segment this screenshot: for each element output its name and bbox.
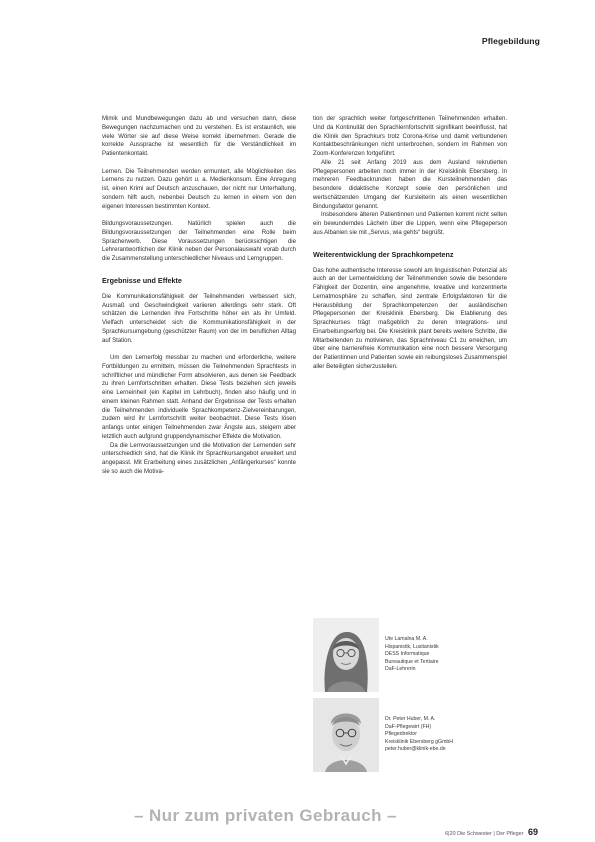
author-name: Dr. Peter Huber, M. A. xyxy=(385,716,436,722)
author-detail: DaF-Lehrerin xyxy=(385,666,416,673)
author-entry xyxy=(313,618,507,698)
body-paragraph: Da die Lernvoraussetzungen und die Motivation der Lernenden sehr unterschiedlich sind, hat die Klinik ihr Sprachkursangebot erweitert und angepasst. Mit Erarbeitung eines zusätzlichen „Anfängerkurses“ konnte sie so auch die Motiva- xyxy=(102,442,296,475)
section-label: Pflegebildung xyxy=(481,36,540,46)
right-column xyxy=(313,115,507,380)
watermark: – Nur zum privaten Gebrauch – xyxy=(134,806,397,825)
author-entry xyxy=(313,698,507,778)
body-paragraph: Das hohe authentische Interesse sowohl am linguistischen Potenzial als auch an der Lernentwicklung der Teilnehmenden sowie die besondere Fähigkeit der Dozentin, eine angenehme, kreative und konzentrierte Lernatmosphäre zu schaffen, sind zentrale Erfolgsfaktoren für die Herausbildung der Sprachkompetenzen der ausländischen Pflegepersonen der Kreisklinik Ebersberg. Die Etablierung des Sprachkurses trägt maßgeblich zu deren Integrations- und Einarbeitungserfolg bei. Die Kreisklinik plant bereits weitere Schritte, die Mitarbeitenden zu motivieren, das Sprachniveau C1 zu erreichen, um über eine barrierefreie Kommunikation eine noch bessere Versorgung der Patientinnen und Patienten sowie ein reibungsloses Zusammenspiel aller Beteiligten sicherzustellen. xyxy=(313,267,507,370)
section-heading: Ergebnisse und Effekte xyxy=(102,275,182,285)
page-number: 69 xyxy=(527,827,538,837)
author-detail: DESS Informatique xyxy=(385,651,430,658)
body-paragraph: Lernen. Die Teilnehmenden werden ermuntert, alle Möglichkeiten des Lernens zu nutzen. Dazu gehört u. a. Medienkonsum. Eine Anregung ist, einen Krimi auf Deutsch anzuschauen, der nicht nur Unterhaltung, sondern hilft auch, nebenbei Deutsch zu lernen in einem von den eigenen Interessen bestimmten Kontext. xyxy=(102,168,296,210)
body-paragraph: Insbesondere älteren Patientinnen und Patienten kommt nicht selten ein bewunderndes Lächeln über die Lippen, wenn eine Pflegeperson aus Albanien sie mit „Servus, wia gehts“ begrüßt. xyxy=(313,212,507,236)
author-photo xyxy=(313,698,379,772)
author-bio xyxy=(385,636,507,674)
page-footer xyxy=(445,827,538,837)
author-name: Ute Lamalna M. A. xyxy=(385,636,428,642)
body-paragraph: Um den Lernerfolg messbar zu machen und erforderliche, weitere Fortbildungen zu ermitteln, müssen die Teilnehmenden Sprachtests in schriftlicher und mündlicher Form absolvieren, aus denen sie Feedback zu ihren Lernfortschritten erhalten. Diese Tests beziehen sich jeweils eine Lerneinheit (ein Kapitel im Lehrbuch), finden also häufig und in einem kleinen Rahmen statt. Anhand der Ergebnisse der Tests erhalten die Teilnehmenden individuelle Sprachkompetenz-Zielvereinbarungen, zudem wird ihr Lernfortschritt weiter beobachtet. Diese Tests lösen anfangs unter einigen Teilnehmenden zwar Ängste aus, steigern aber letztlich auch aufgrund gruppendynamischer Effekte die Motivation. xyxy=(102,355,296,440)
author-detail: Hispanistik, Lusitanistik xyxy=(385,643,439,650)
portrait-woman-image xyxy=(313,618,379,692)
body-paragraph: tion der sprachlich weiter fortgeschrittenen Teilnehmenden erhalten. Und da Kontinuität den Sprachlernfortschritt signifikant beeinflusst, hat die Klinik den Sprachkurs trotz Corona-Krise und damit verbundenen Kontaktbeschränkungen nicht unterbrochen, sondern im Rahmen von Zoom-Konferenzen fortgeführt. xyxy=(313,116,507,157)
author-photo xyxy=(313,618,379,692)
author-detail: Bureautique et Tertiaire xyxy=(385,658,439,665)
body-paragraph: Die Kommunikationsfähigkeit der Teilnehmenden verbessert sich, Ausmaß und Geschwindigkeit variieren allerdings sehr stark. Oft schätzen die Lernenden ihre Fortschritte höher ein als ihr Umfeld. Vielfach unterscheidet sich die Kommunikationsfähigkeit in der Sprachkursumgebung (geschützter Raum) von der im beruflichen Alltag auf Station. xyxy=(102,293,296,344)
author-detail: Pflegedirektor xyxy=(385,731,418,738)
author-box xyxy=(313,618,507,778)
body-paragraph: Mimik und Mundbewegungen dazu ab und versuchen dann, diese Bewegungen nachzumachen und zu verstehen. Es ist erstaunlich, wie viele Wörter sie auf diese Weise korrekt übernehmen. Gerade die korrekte Aussprache ist wesentlich für die Verständlichkeit im Patientenkontakt. xyxy=(102,116,296,157)
left-column xyxy=(102,115,296,477)
portrait-man-image xyxy=(313,698,379,772)
author-email-link[interactable]: peter.huber@klinik-ebe.de xyxy=(385,746,446,753)
body-paragraph: Alle 21 seit Anfang 2019 aus dem Ausland rekrutierten Pflegepersonen arbeiten noch immer in der Kreisklinik Ebersberg. In mehreren Feedbackrunden haben die Kursteilnehmenden das besondere didaktische Konzept sowie den persönlichen und wertschätzenden Umgang der Kursleiterin als einen wesentlichen Bindungsfaktor genannt. xyxy=(313,159,507,210)
author-detail: DaF-Pflegewirt (FH) xyxy=(385,723,432,730)
author-bio xyxy=(385,716,507,754)
journal-issue: 6|20 Die Schwester | Der Pfleger xyxy=(445,831,524,837)
section-heading: Weiterentwicklung der Sprachkompetenz xyxy=(313,249,454,259)
body-paragraph: Bildungsvoraussetzungen. Natürlich spielen auch die Bildungsvoraussetzungen der Teilnehmenden eine Rolle beim Spracherwerb. Diese Voraussetzungen berücksichtigen die Lehrerantwortlichen der Klinik neben der Personalauswahl vorab durch die Zusammenstellung unterschiedlicher Niveaus und Lerngruppen. xyxy=(102,221,296,262)
author-detail: Kreisklinik Ebersberg gGmbH xyxy=(385,738,454,745)
